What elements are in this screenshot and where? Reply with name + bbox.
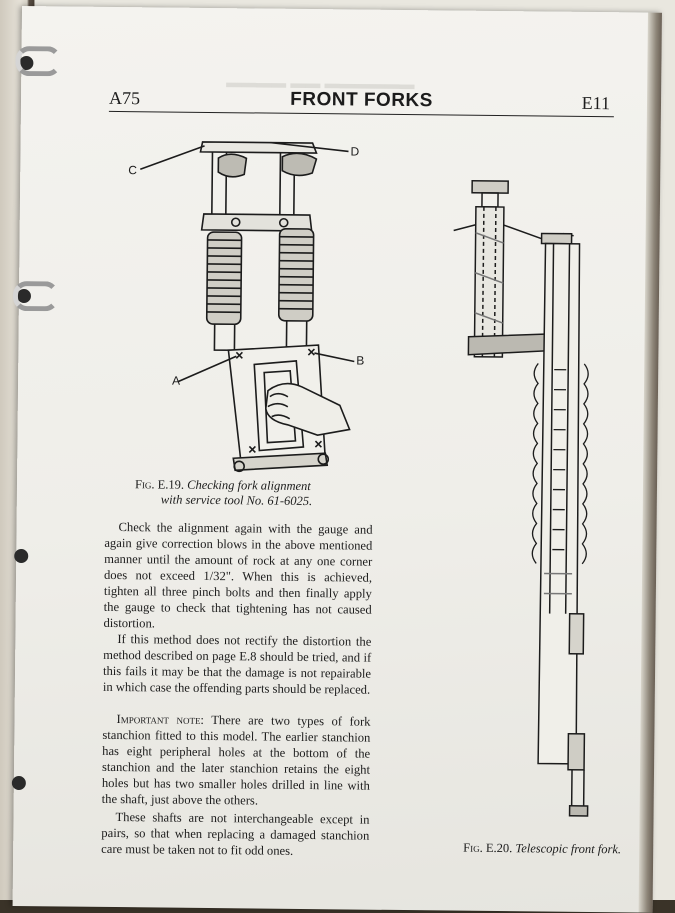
figure-20-number: Fig. E.20.: [463, 840, 513, 856]
manual-page: [13, 6, 662, 913]
section-code: A75: [108, 87, 141, 109]
paragraph-shafts: These shafts are not interchangeable except in pairs, so that when replacing a damaged stanchion care must be taken not to fit odd ones.: [101, 810, 370, 858]
important-note-label: Important note:: [116, 712, 205, 727]
paragraph-alignment: Check the alignment again with the gauge and again give correction blows in the above mentioned manner until the amount of rock at any one corner does not exceed 1/32". When this is achieved, tighten all three pinch bolts and then finally apply the gauge to check that tightening has not caused distortion.: [103, 520, 373, 631]
figure-19-number: Fig. E.19.: [134, 477, 185, 492]
page-header: [109, 83, 614, 117]
fork-alignment-illustration: [117, 127, 381, 490]
figure-19-caption-line2: with service tool No. 61-6025.: [160, 492, 313, 509]
show-through-text: ▬▬▬▬ ▬▬ ▬▬▬▬▬▬: [226, 74, 415, 94]
label-b: B: [356, 353, 365, 368]
figure-19-caption: [135, 477, 335, 509]
figure-19-caption-line1: Checking fork alignment: [187, 477, 311, 494]
binder-ring: [15, 46, 61, 76]
figure-20-caption: [463, 841, 663, 858]
figure-20-caption-text: Telescopic front fork.: [515, 841, 622, 857]
telescopic-fork-cutaway: [433, 172, 640, 824]
important-note-text: There are two types of fork stanchion fitted to this model. The earlier stanchion has eight peripheral holes at the bottom of the stanchion and the later stanchion retains the eight holes but has two smaller holes drilled in line with the shaft, just above the others.: [101, 712, 371, 808]
label-d: D: [350, 144, 360, 159]
binder-ring: [13, 281, 59, 311]
paragraph-distortion: If this method does not rectify the distortion the method described on page E.8 should be tried, and if this fails it may be that the damage is not repairable in which case the offending parts should be replaced.: [102, 632, 372, 697]
label-a: A: [172, 373, 181, 388]
label-c: C: [128, 163, 138, 178]
binder-hole: [12, 776, 26, 790]
binder-hole: [14, 549, 28, 563]
page-number: E11: [581, 92, 611, 114]
page-title: FRONT FORKS: [290, 88, 433, 112]
paragraph-important-note: [102, 711, 371, 810]
